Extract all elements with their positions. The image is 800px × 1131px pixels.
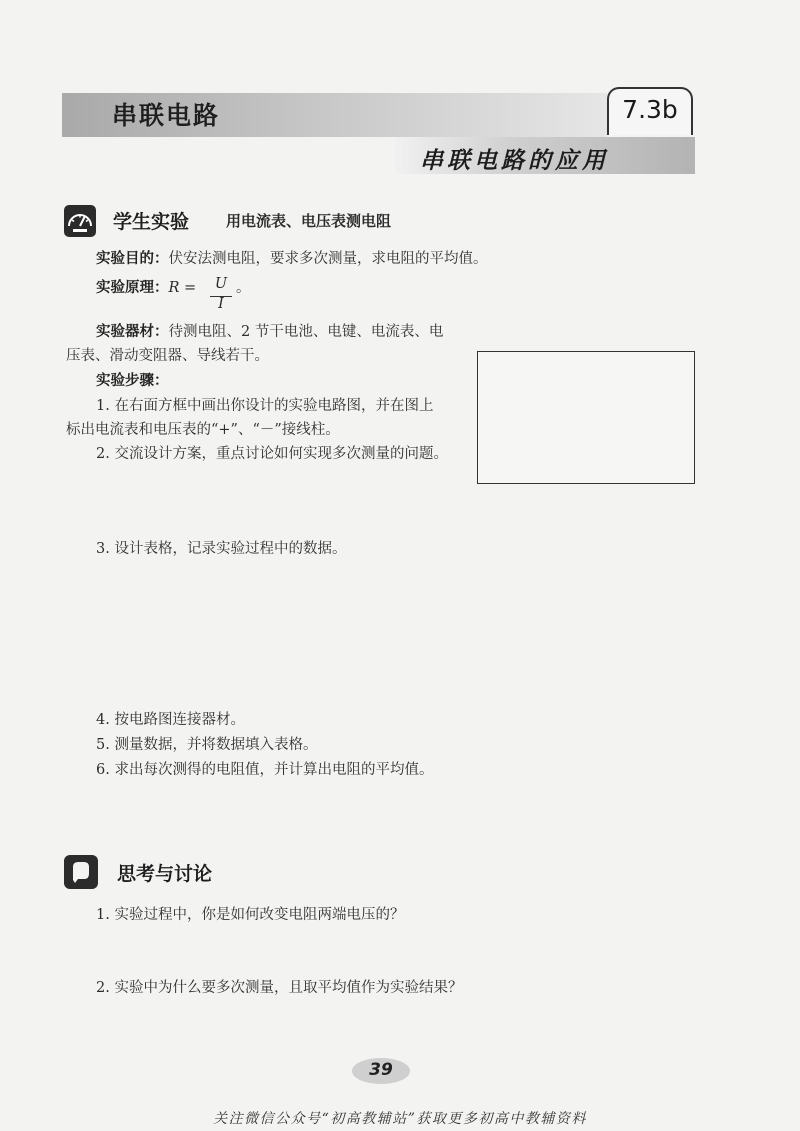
purpose-line (96, 247, 488, 271)
step-6: 6. 求出每次测得的电阻值，并计算出电阻的平均值。 (96, 762, 434, 778)
steps-label: 实验步骤： (96, 373, 169, 389)
experiment-heading: 学生实验 (113, 211, 190, 233)
formula-denominator: I (218, 296, 224, 312)
section-number: 7.3b (622, 95, 678, 124)
step-3: 3. 设计表格，记录实验过程中的数据。 (96, 541, 347, 557)
meter-icon (64, 205, 96, 237)
formula-lhs: R = (168, 280, 197, 296)
equipment-text-1: 待测电阻、2 节干电池、电键、电流表、电 (168, 324, 444, 340)
principle-formula (96, 276, 251, 316)
purpose-label: 实验目的： (96, 251, 169, 267)
equipment-line-2: 压表、滑动变阻器、导线若干。 (66, 348, 269, 364)
step-4: 4. 按电路图连接器材。 (96, 712, 245, 728)
equipment-label: 实验器材： (96, 324, 169, 340)
formula-end: 。 (236, 280, 251, 296)
discussion-question-2: 2. 实验中为什么要多次测量，且取平均值作为实验结果？ (96, 980, 463, 996)
speech-bubble-icon (64, 855, 98, 889)
discussion-question-1: 1. 实验过程中，你是如何改变电阻两端电压的？ (96, 907, 405, 923)
circuit-diagram-box[interactable] (477, 351, 695, 484)
step-5: 5. 测量数据，并将数据填入表格。 (96, 737, 318, 753)
chapter-title: 串联电路 (112, 101, 221, 130)
page-number: 39 (369, 1060, 393, 1080)
equipment-line-1 (96, 320, 443, 344)
step-2: 2. 交流设计方案，重点讨论如何实现多次测量的问题。 (96, 446, 448, 462)
footer-note: 关注微信公众号“初高教辅站”获取更多初高中教辅资料 (213, 1111, 587, 1127)
section-subtitle: 串联电路的应用 (420, 148, 609, 174)
experiment-subheading: 用电流表、电压表测电阻 (226, 212, 392, 230)
step-1-line-1: 1. 在右面方框中画出你设计的实验电路图，并在图上 (96, 398, 434, 414)
formula-numerator: U (214, 276, 228, 292)
principle-label: 实验原理： (96, 280, 169, 296)
purpose-text: 伏安法测电阻，要求多次测量，求电阻的平均值。 (168, 251, 488, 267)
step-1-line-2: 标出电流表和电压表的“+”、“－”接线柱。 (66, 422, 340, 438)
discussion-heading: 思考与讨论 (117, 863, 213, 885)
